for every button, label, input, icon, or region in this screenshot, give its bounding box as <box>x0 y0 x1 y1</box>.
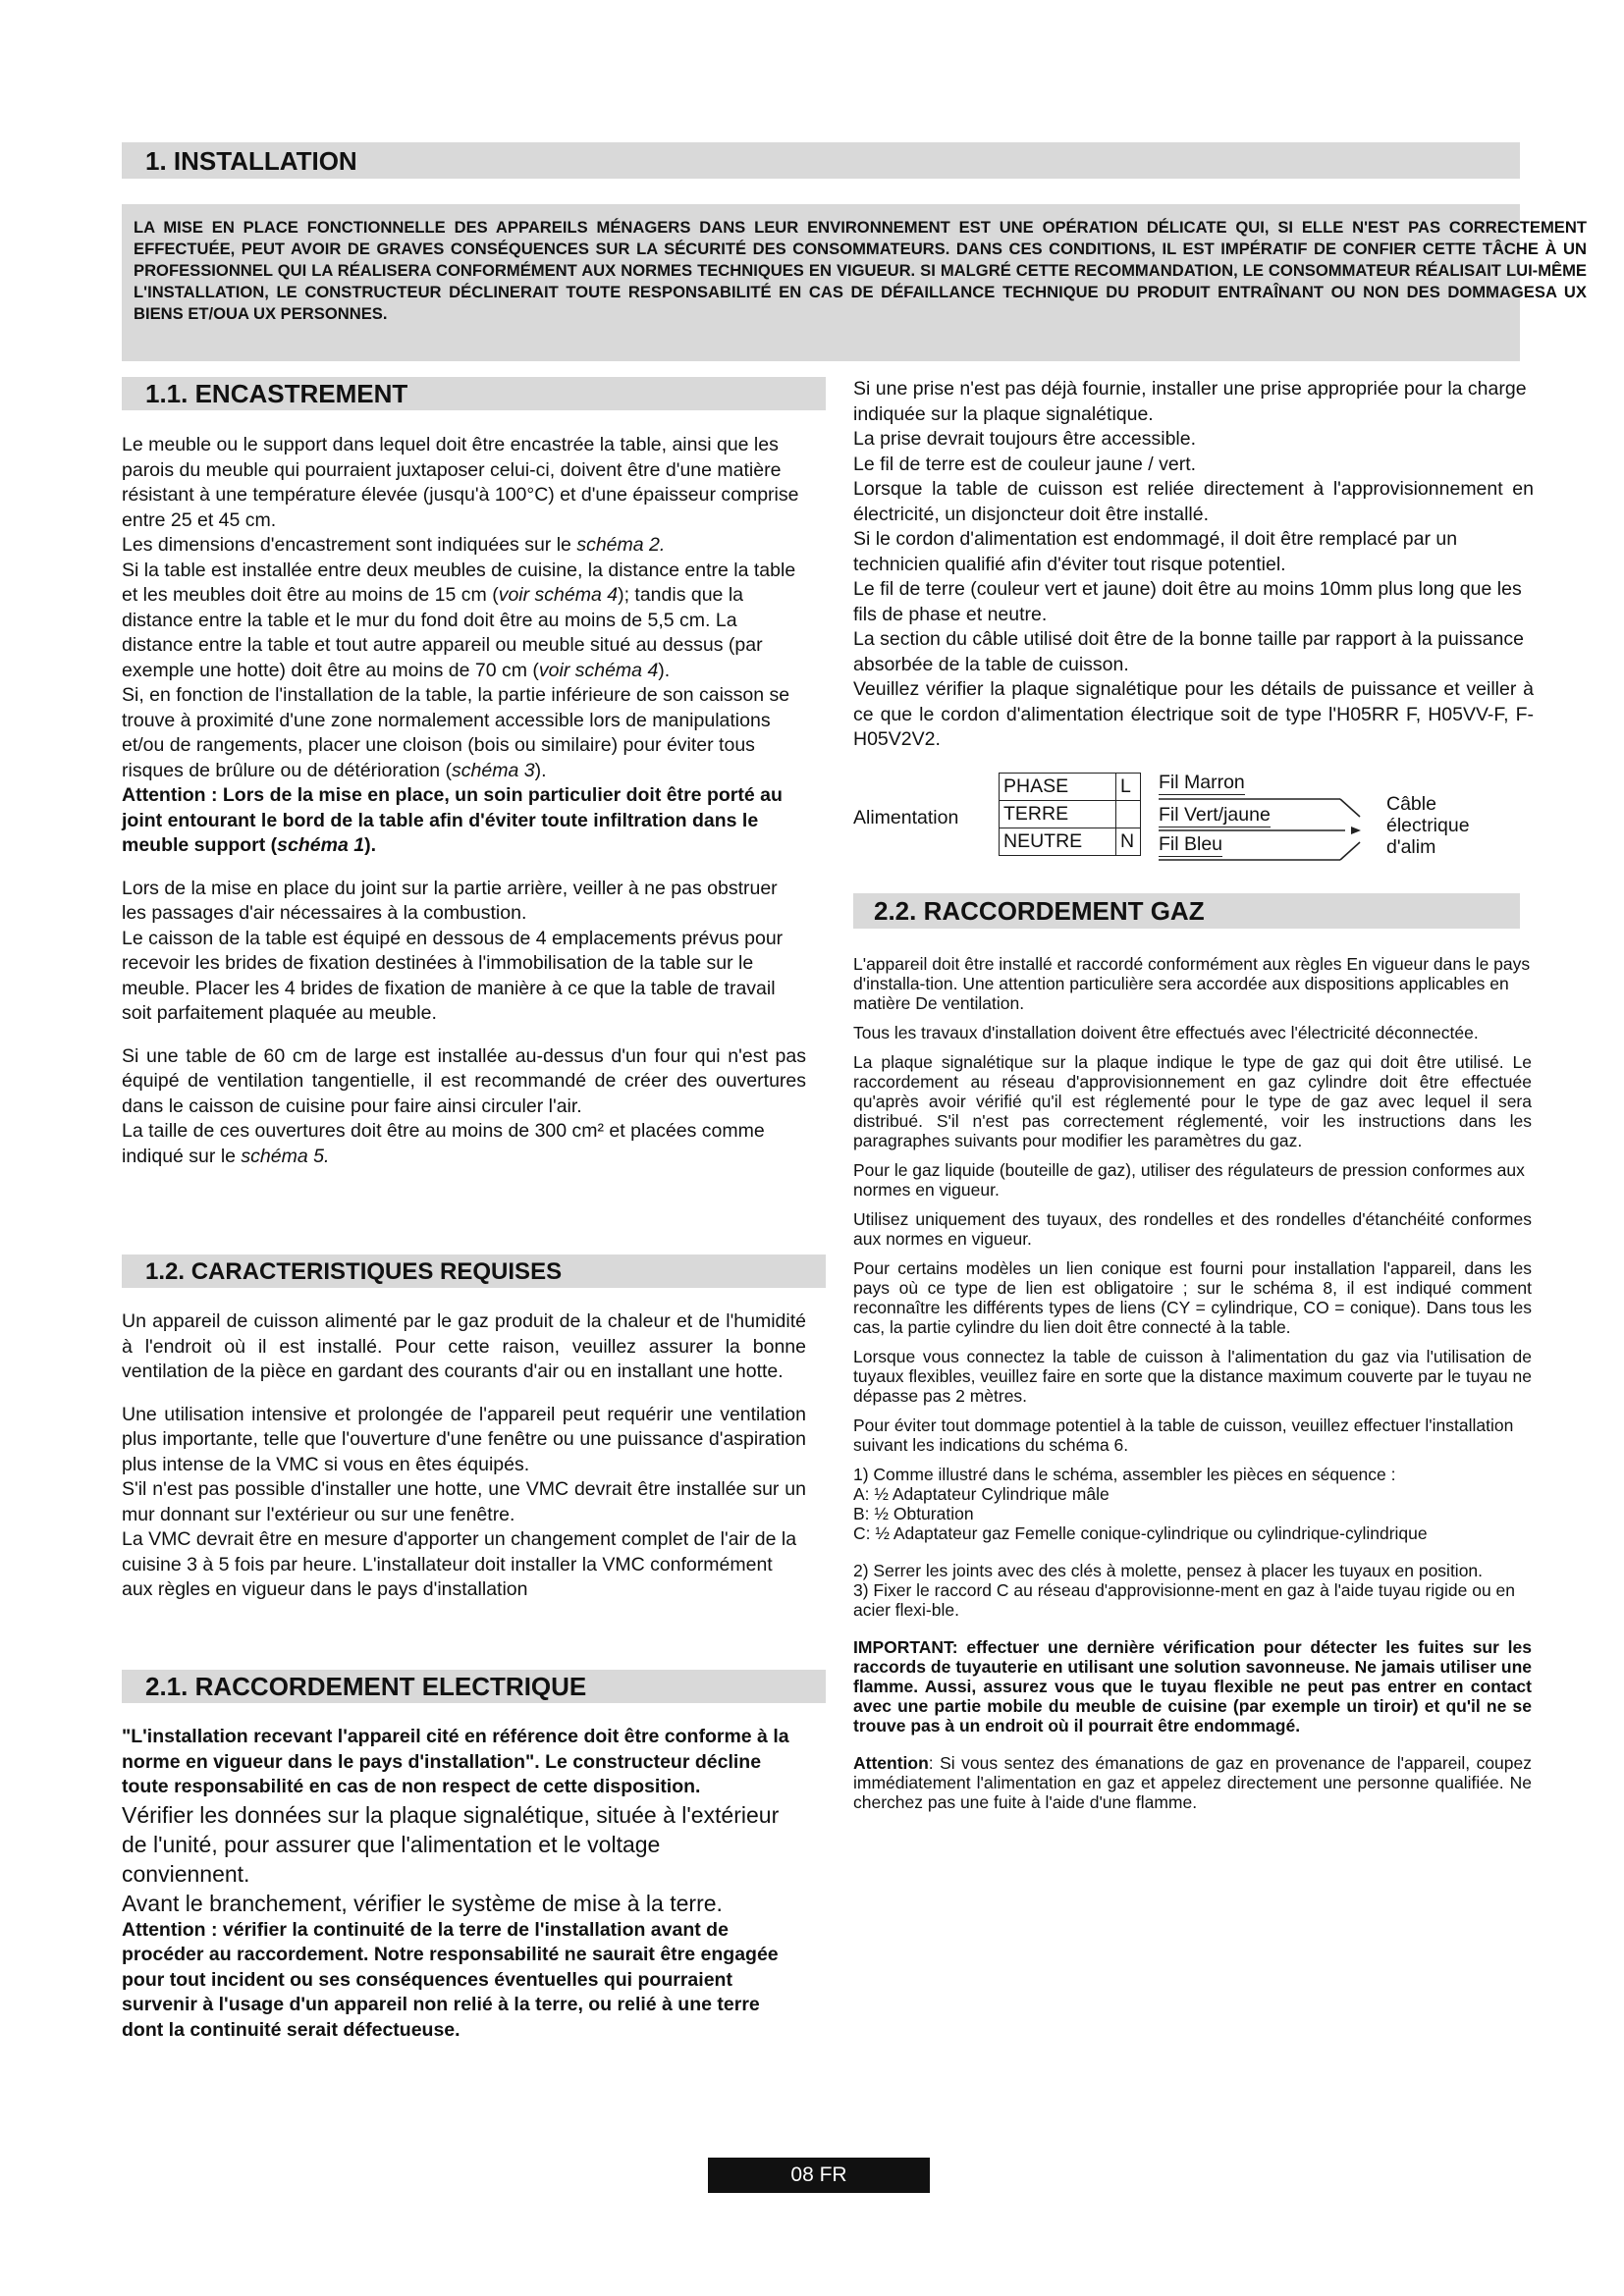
wiring-row-terre: TERRE <box>1000 801 1141 828</box>
gaz-p1: L'appareil doit être installé et raccordé conformément aux règles En vigueur dans le pays d'installa-tion. Une attention particulière sera accordée aux dispositions applicables en matière De ventilation. <box>853 954 1531 1013</box>
right-p2: La prise devrait toujours être accessible. <box>853 428 1197 450</box>
page-number: 08 FR <box>790 2163 847 2186</box>
encastrement-p9: La taille de ces ouvertures doit être au moins de 300 cm² et placées comme indiqué sur le schéma 5. <box>122 1120 765 1167</box>
caracteristiques-p2: Une utilisation intensive et prolongée de l'appareil peut requérir une ventilation plus importante, telle que l'ouverture d'une fenêtre ou une puissance d'aspiration plus intense de la VMC si vous en êtes équipés. <box>122 1403 806 1475</box>
electrique-text <box>122 1725 789 2043</box>
encastrement-p8: Si une table de 60 cm de large est installée au-dessus d'un four qui n'est pas équipé de ventilation tangentielle, il est recommandé de créer des ouvertures dans le caisson de cuisine pour faire ainsi circuler l'air. <box>122 1044 806 1117</box>
encastrement-attention: Attention : Lors de la mise en place, un soin particulier doit être porté au joint entourant le bord de la table afin d'éviter toute infiltration dans le meuble support (schéma 1). <box>122 784 783 856</box>
gaz-attention: Attention: Si vous sentez des émanations de gaz en provenance de l'appareil, coupez immédiatement l'alimentation en gaz et appelez directement une personne qualifiée. Ne cherchez pas une fuite à l'aide d'une flamme. <box>853 1753 1532 1812</box>
gaz-p5: Utilisez uniquement des tuyaux, des rondelles et des rondelles d'étanchéité conformes aux normes en vigueur. <box>853 1209 1532 1249</box>
electrique-attention: Attention : vérifier la continuité de la terre de l'installation avant de procéder au raccordement. Notre responsabilité ne saurait être engagée pour tout incident ou ses conséquences éventuelles qui pourraient survenir à l'usage d'un appareil non relié à la terre, ou relié à une terre dont la continuité serait défectueuse. <box>122 1918 779 2041</box>
right-p5: Si le cordon d'alimentation est endommagé, il doit être remplacé par un technicien qualifié afin d'éviter tout risque potentiel. <box>853 528 1458 575</box>
caracteristiques-p4: La VMC devrait être en mesure d'apporter un changement complet de l'air de la cuisine 3 à 5 fois par heure. L'installateur doit installer la VMC conformément aux règles en vigueur dans le pays d'installation <box>122 1528 797 1600</box>
electrique-right-text <box>853 377 1534 753</box>
section-title-encastrement: 1.1. ENCASTREMENT <box>145 379 408 408</box>
caracteristiques-p3: S'il n'est pas possible d'installer une hotte, une VMC devrait être installée sur un mur donnant sur l'extérieur ou sur une fenêtre. <box>122 1478 806 1525</box>
right-p7: La section du câble utilisé doit être de la bonne taille par rapport à la puissance absorbée de la table de cuisson. <box>853 628 1524 675</box>
gaz-important: IMPORTANT: effectuer une dernière vérification pour détecter les fuites sur les raccords de tuyauterie en utilisant une solution savonneuse. Ne jamais utiliser une flamme. Aussi, assurez vous que le tuyau flexible ne peut pas entrer en contact avec une partie mobile du meuble de cuisine (par exemple un tiroir) et qu'il ne se trouve pas à un endroit où il pourrait être endommagé. <box>853 1637 1532 1735</box>
caracteristiques-p1: Un appareil de cuisson alimenté par le gaz produit de la chaleur et de l'humidité à l'endroit où il est installé. Pour cette raison, veuillez assurer la bonne ventilation de la pièce en gardant des courants d'air ou en installant une hotte. <box>122 1310 806 1382</box>
encastrement-p7: Le caisson de la table est équipé en dessous de 4 emplacements prévus pour recevoir les brides de fixation destinées à l'immobilisation de la table sur le meuble. Placer les 4 brides de fixation de manière à ce que la table de travail soit parfaitement plaquée au meuble. <box>122 927 784 1024</box>
encastrement-p3: Si la table est installée entre deux meubles de cuisine, la distance entre la table et les meubles doit être au moins de 15 cm (voir schéma 4); tandis que la distance entre la table et le mur du fond doit être au moins de 5,5 cm. La distance entre la table et tout autre appareil ou meuble situé au dessus (par exemple une hotte) doit être au moins de 70 cm (voir schéma 4). <box>122 559 796 681</box>
wiring-label: Alimentation <box>853 807 959 828</box>
right-p3: Le fil de terre est de couleur jaune / vert. <box>853 453 1197 475</box>
gaz-step1b: B: ½ Obturation <box>853 1504 974 1523</box>
gaz-p6: Pour certains modèles un lien conique est fourni pour installation l'appareil, dans les pays où ce type de lien est obligatoire ; sur le schéma 8, il est indiqué comment reconnaître les différents types de liens (CY = cylindrique, CO = conique). Dans tous les cas, la partie cylindre du lien doit être connecté à la table. <box>853 1258 1532 1337</box>
gaz-step1a: A: ½ Adaptateur Cylindrique mâle <box>853 1484 1110 1504</box>
gaz-p2: Tous les travaux d'installation doivent être effectués avec l'électricité déconnectée. <box>853 1023 1479 1042</box>
right-p1: Si une prise n'est pas déjà fournie, installer une prise appropriée pour la charge indiquée sur la plaque signalétique. <box>853 378 1527 425</box>
gaz-step1c: C: ½ Adaptateur gaz Femelle conique-cylindrique ou cylindrique-cylindrique <box>853 1523 1428 1543</box>
caracteristiques-text <box>122 1309 806 1603</box>
gaz-p3: La plaque signalétique sur la plaque indique le type de gaz qui doit être utilisé. Le raccordement au réseau d'approvisionnement en gaz cylindre doit être effectuée qu'après avoir vérifié qu'il est réglementé pour le type de gaz avec lequel il sera distribué. S'il n'est pas correctement réglementé, voir les instructions dans les paragraphes suivants pour modifier les paramètres du gaz. <box>853 1052 1532 1150</box>
wiring-row-neutre: NEUTRE N <box>1000 828 1141 856</box>
electrique-p2: Vérifier les données sur la plaque signalétique, située à l'extérieur de l'unité, pour assurer que l'alimentation et le voltage conviennent. <box>122 1801 780 1887</box>
gaz-p4: Pour le gaz liquide (bouteille de gaz), utiliser des régulateurs de pression conformes aux normes en vigueur. <box>853 1160 1525 1200</box>
encastrement-p1: Le meuble ou le support dans lequel doit être encastrée la table, ainsi que les parois du meuble qui pourraient juxtaposer celui-ci, doivent être d'une matière résistant à une température élevée (jusqu'à 100°C) et d'une épaisseur comprise entre 25 et 45 cm. <box>122 434 799 531</box>
right-p6: Le fil de terre (couleur vert et jaune) doit être au moins 10mm plus long que les fils de phase et neutre. <box>853 578 1522 625</box>
encastrement-p4: Si, en fonction de l'installation de la table, la partie inférieure de son caisson se trouve à proximité d'une zone normalement accessible lors de manipulations et/ou de rangements, placer une cloison (bois ou similaire) pour éviter tous risques de brûlure ou de détérioration (schéma 3). <box>122 684 790 781</box>
section-title-electrique: 2.1. RACCORDEMENT ELECTRIQUE <box>145 1672 587 1701</box>
section-title-gaz: 2.2. RACCORDEMENT GAZ <box>874 896 1205 926</box>
gaz-step1: 1) Comme illustré dans le schéma, assembler les pièces en séquence : <box>853 1465 1396 1484</box>
wiring-arrows-diagram <box>1129 775 1394 864</box>
gaz-p7: Lorsque vous connectez la table de cuisson à l'alimentation du gaz via l'utilisation de tuyaux flexibles, veuillez faire en sorte que la distance maximum couverte par le tuyau ne dépasse pas 2 mètres. <box>853 1347 1532 1406</box>
electrique-p1: "L'installation recevant l'appareil cité en référence doit être conforme à la norme en vigueur dans le pays d'installation". Le constructeur décline toute responsabilité en cas de non respect de cette disposition. <box>122 1726 789 1797</box>
encastrement-text <box>122 433 806 1169</box>
right-p4: Lorsque la table de cuisson est reliée directement à l'approvisionnement en électricité, un disjoncteur doit être installé. <box>853 478 1534 525</box>
encastrement-p2: Les dimensions d'encastrement sont indiquées sur le schéma 2. <box>122 534 666 556</box>
wiring-row-phase: PHASE L <box>1000 774 1141 801</box>
gaz-step2: 2) Serrer les joints avec des clés à molette, pensez à placer les tuyaux en position. <box>853 1561 1484 1580</box>
section-title-caracteristiques: 1.2. CARACTERISTIQUES REQUISES <box>145 1258 563 1285</box>
wire-bleu: Fil Bleu <box>1159 833 1223 855</box>
warning-text: LA MISE EN PLACE FONCTIONNELLE DES APPAREILS MÉNAGERS DANS LEUR ENVIRONNEMENT EST UNE OPÉRATION DÉLICATE QUI, SI ELLE N'EST PAS CORRECTEMENT EFFECTUÉE, PEUT AVOIR DE GRAVES CONSÉQUENCES SUR LA SÉCURITÉ DES CONSOMMATEURS. DANS CES CONDITIONS, IL EST IMPÉRATIF DE CONFIER CETTE TÂCHE À UN PROFESSIONNEL QUI LA RÉALISERA CONFORMÉMENT AUX NORMES TECHNIQUES EN VIGUEUR. SI MALGRÉ CETTE RECOMMANDATION, LE CONSOMMATEUR RÉALISAIT LUI-MÊME L'INSTALLATION, LE CONSTRUCTEUR DÉCLINERAIT TOUTE RESPONSABILITÉ EN CAS DE DÉFAILLANCE TECHNIQUE DU PRODUIT ENTRAÎNANT OU NON DES DOMMAGESA UX BIENS ET/OUA UX PERSONNES. <box>134 218 1587 323</box>
right-p8: Veuillez vérifier la plaque signalétique pour les détails de puissance et veiller à ce que le cordon d'alimentation électrique soit de type l'H05RR F, H05VV-F, F-H05V2V2. <box>853 678 1534 750</box>
gaz-text <box>853 954 1532 1812</box>
wiring-table <box>999 773 1141 856</box>
wiring-cable-label: Câble électrique d'alim <box>1386 793 1470 858</box>
electrique-p3: Avant le branchement, vérifier le système de mise à la terre. <box>122 1890 723 1916</box>
wire-marron: Fil Marron <box>1159 772 1245 793</box>
section-title-installation: 1. INSTALLATION <box>145 146 357 176</box>
gaz-p8: Pour éviter tout dommage potentiel à la table de cuisson, veuillez effectuer l'installation suivant les indications du schéma 6. <box>853 1415 1514 1455</box>
wire-vert-jaune: Fil Vert/jaune <box>1159 804 1271 826</box>
gaz-step3: 3) Fixer le raccord C au réseau d'approvisionne-ment en gaz à l'aide tuyau rigide ou en acier flexi-ble. <box>853 1580 1516 1620</box>
encastrement-p6: Lors de la mise en place du joint sur la partie arrière, veiller à ne pas obstruer les passages d'air nécessaires à la combustion. <box>122 877 778 924</box>
